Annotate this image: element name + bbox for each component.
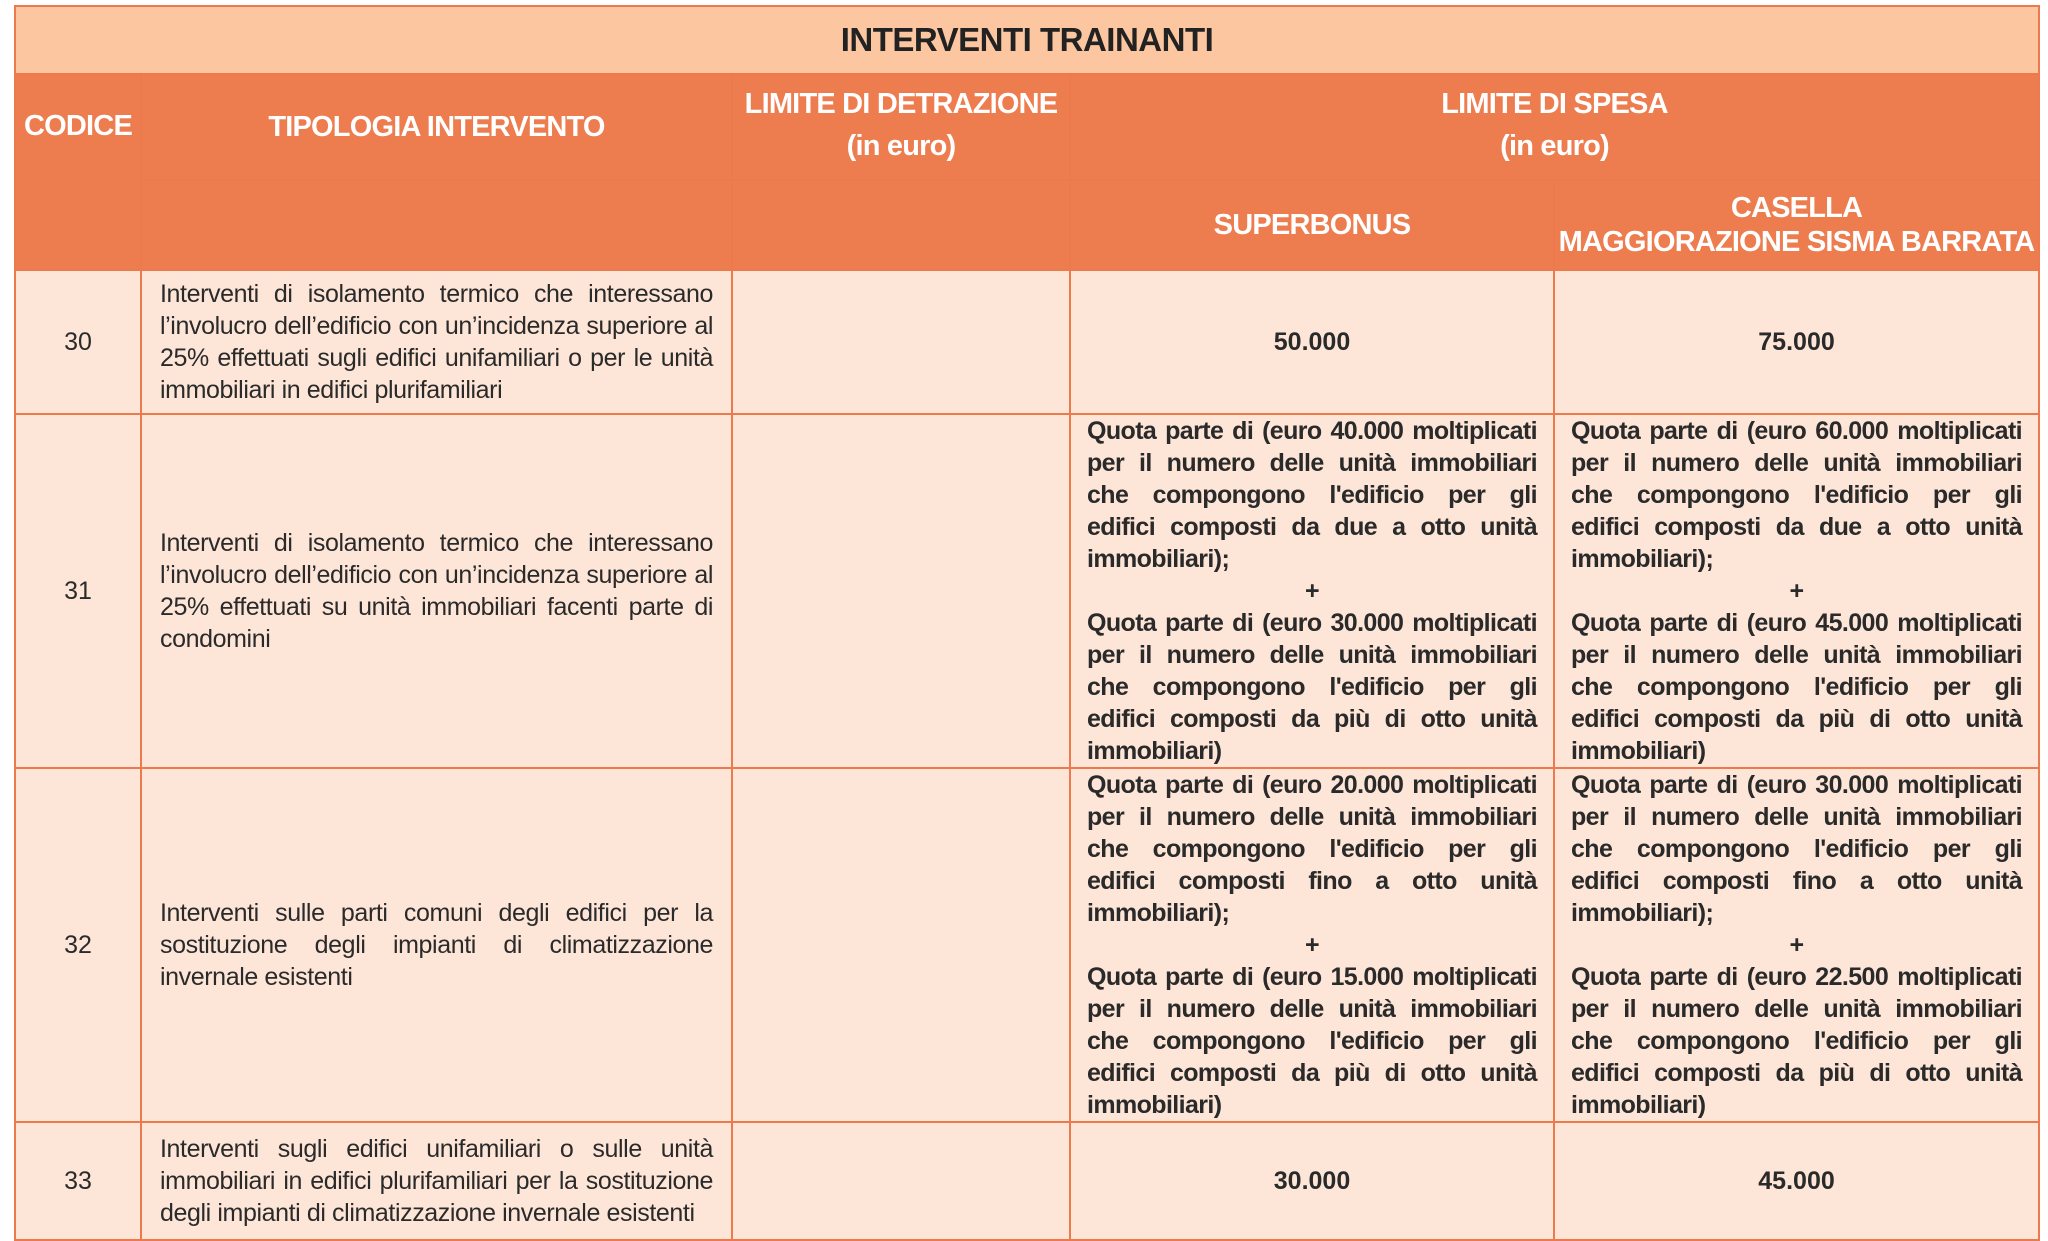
header-tipologia: [141, 74, 732, 180]
quota-part1: Quota parte di (euro 20.000 moltiplicati per il numero delle unità immobiliari che compongono l'edificio per gli edifici composti fino a otto unità immobiliari);: [1087, 771, 1537, 927]
row-superbonus: 30.000: [1070, 1122, 1554, 1240]
row-detrazione: [732, 768, 1070, 1122]
header-limite-spesa-line1: LIMITE DI SPESA: [1441, 88, 1668, 120]
header-limite-detrazione: [732, 74, 1070, 180]
header-tipologia-sub: [141, 180, 732, 270]
quota-part1: Quota parte di (euro 60.000 moltiplicati per il numero delle unità immobiliari che compongono l'edificio per gli edifici composti da due a otto unità immobiliari);: [1571, 417, 2023, 573]
plus-sign: +: [1305, 931, 1319, 959]
quota-part2: Quota parte di (euro 22.500 moltiplicati per il numero delle unità immobiliari che compongono l'edificio per gli edifici composti da più di otto unità immobiliari): [1571, 963, 2023, 1119]
row-tipologia: Interventi sulle parti comuni degli edifici per la sostituzione degli impianti di climatizzazione invernale esistenti: [141, 768, 732, 1122]
row-codice: 33: [15, 1122, 141, 1240]
header-casella: [1554, 180, 2039, 270]
row-codice: 31: [15, 414, 141, 768]
header-limite-detrazione-line2: (in euro): [846, 130, 956, 162]
header-tipologia-label: TIPOLOGIA INTERVENTO: [268, 111, 605, 143]
interventi-trainanti-table-wrapper: [14, 5, 2038, 1241]
header-superbonus-label: SUPERBONUS: [1213, 209, 1411, 241]
table-row: [15, 414, 2039, 768]
table-row: [15, 270, 2039, 414]
header-casella-line2: MAGGIORAZIONE SISMA BARRATA: [1558, 226, 2035, 258]
quota-part2: Quota parte di (euro 15.000 moltiplicati per il numero delle unità immobiliari che compongono l'edificio per gli edifici composti da più di otto unità immobiliari): [1087, 963, 1537, 1119]
header-limite-detrazione-line1: LIMITE DI DETRAZIONE: [744, 88, 1058, 120]
row-detrazione: [732, 1122, 1070, 1240]
header-casella-line1: CASELLA: [1730, 192, 1863, 224]
header-superbonus: [1070, 180, 1554, 270]
interventi-trainanti-table: [14, 5, 2040, 1241]
header-codice: [15, 74, 141, 270]
quota-part2: Quota parte di (euro 45.000 moltiplicati per il numero delle unità immobiliari che compongono l'edificio per gli edifici composti da più di otto unità immobiliari): [1571, 609, 2023, 765]
row-detrazione: [732, 414, 1070, 768]
row-sisma: 45.000: [1554, 1122, 2039, 1240]
row-detrazione: [732, 270, 1070, 414]
row-superbonus: [1070, 414, 1554, 768]
header-detrazione-sub: [732, 180, 1070, 270]
quota-part2: Quota parte di (euro 30.000 moltiplicati per il numero delle unità immobiliari che compongono l'edificio per gli edifici composti da più di otto unità immobiliari): [1087, 609, 1537, 765]
row-codice: 30: [15, 270, 141, 414]
row-sisma: [1554, 768, 2039, 1122]
row-tipologia: Interventi sugli edifici unifamiliari o sulle unità immobiliari in edifici plurifamiliari per la sostituzione degli impianti di climatizzazione invernale esistenti: [141, 1122, 732, 1240]
plus-sign: +: [1305, 577, 1319, 605]
header-limite-spesa-line2: (in euro): [1500, 130, 1609, 162]
table-row: [15, 1122, 2039, 1240]
row-superbonus: 50.000: [1070, 270, 1554, 414]
table-title: INTERVENTI TRAINANTI: [15, 6, 2039, 74]
header-limite-spesa: [1070, 74, 2039, 180]
row-tipologia: Interventi di isolamento termico che interessano l’involucro dell’edificio con un’incidenza superiore al 25% effettuati sugli edifici unifamiliari o per le unità immobiliari in edifici plurifamiliari: [141, 270, 732, 414]
plus-sign: +: [1789, 577, 1804, 605]
row-codice: 32: [15, 768, 141, 1122]
table-row: [15, 768, 2039, 1122]
row-sisma: [1554, 414, 2039, 768]
quota-part1: Quota parte di (euro 40.000 moltiplicati per il numero delle unità immobiliari che compongono l'edificio per gli edifici composti da due a otto unità immobiliari);: [1087, 417, 1537, 573]
header-codice-label: CODICE: [24, 110, 132, 142]
quota-part1: Quota parte di (euro 30.000 moltiplicati per il numero delle unità immobiliari che compongono l'edificio per gli edifici composti fino a otto unità immobiliari);: [1571, 771, 2023, 927]
row-sisma: 75.000: [1554, 270, 2039, 414]
row-superbonus: [1070, 768, 1554, 1122]
row-tipologia: Interventi di isolamento termico che interessano l’involucro dell’edificio con un’incidenza superiore al 25% effettuati su unità immobiliari facenti parte di condomini: [141, 414, 732, 768]
plus-sign: +: [1789, 931, 1804, 959]
